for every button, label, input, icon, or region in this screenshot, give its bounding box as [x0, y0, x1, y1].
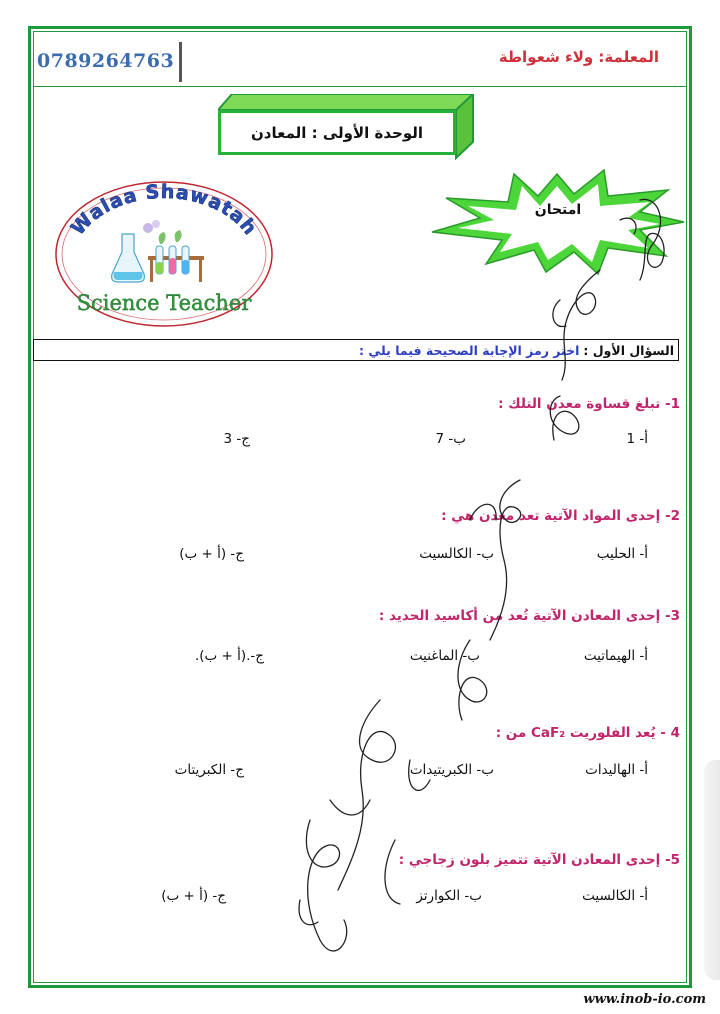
science-teacher-logo [52, 178, 276, 330]
question-4-option-a: أ- الهاليدات [585, 762, 648, 778]
logo-top-text: Walaa Shawatah [66, 180, 262, 240]
question-3-title: 3- إحدى المعادن الآتية تُعد من أكاسيد الحديد : [378, 608, 680, 624]
question-1-option-c: ج- 3 [223, 431, 250, 447]
website-watermark: www.inob-io.com [583, 992, 706, 1007]
unit-title-box [218, 110, 456, 155]
question-4-title: 4 - يُعد الفلوريت CaF₂ من : [495, 725, 680, 741]
question-3-option-b: ب- الماغنيت [409, 648, 480, 664]
question-5-option-c: ج- (أ + ب) [161, 888, 226, 904]
section-instruction: اختر رمز الإجابة الصحيحة فيما يلي : [359, 342, 580, 358]
question-5-option-b: ب- الكوارتز [416, 888, 482, 904]
question-4-option-c: ج- الكبريتات [174, 762, 244, 778]
question-2-option-a: أ- الحليب [596, 546, 648, 562]
header-row [33, 42, 687, 87]
question-2-option-b: ب- الكالسيت [419, 546, 494, 562]
question-1-option-b: ب- 7 [435, 431, 466, 447]
exam-star-badge [428, 168, 686, 276]
exam-label: امتحان [534, 202, 582, 218]
header-divider [179, 42, 182, 82]
question-5-option-a: أ- الكالسيت [582, 888, 648, 904]
unit-box-side [454, 94, 476, 164]
unit-title: الوحدة الأولى : المعادن [250, 123, 424, 142]
teacher-name: المعلمة: ولاء شعواطة [498, 48, 659, 66]
question-2-option-c: ج- (أ + ب) [179, 546, 244, 562]
question-5-title: 5- إحدى المعادن الآتية تتميز بلون زجاجي : [398, 852, 680, 868]
logo-bottom-text: Science Teacher [76, 291, 252, 315]
question-3-option-a: أ- الهيماتيت [583, 648, 648, 664]
question-3-option-c: ج-.(أ + ب). [194, 648, 264, 664]
page-curl-shadow [704, 760, 720, 980]
question-2-title: 2- إحدى المواد الآتية تعد معدن هي : [441, 508, 680, 524]
phone-number: 0789264763 [37, 50, 175, 72]
question-4-option-b: ب- الكبريتيدات [409, 762, 494, 778]
section-header [33, 339, 679, 361]
question-1-option-a: أ- 1 [626, 431, 648, 447]
question-1-title: 1- تبلغ قساوة معدن التلك : [498, 396, 680, 412]
section-label: السؤال الأول : [583, 342, 674, 358]
